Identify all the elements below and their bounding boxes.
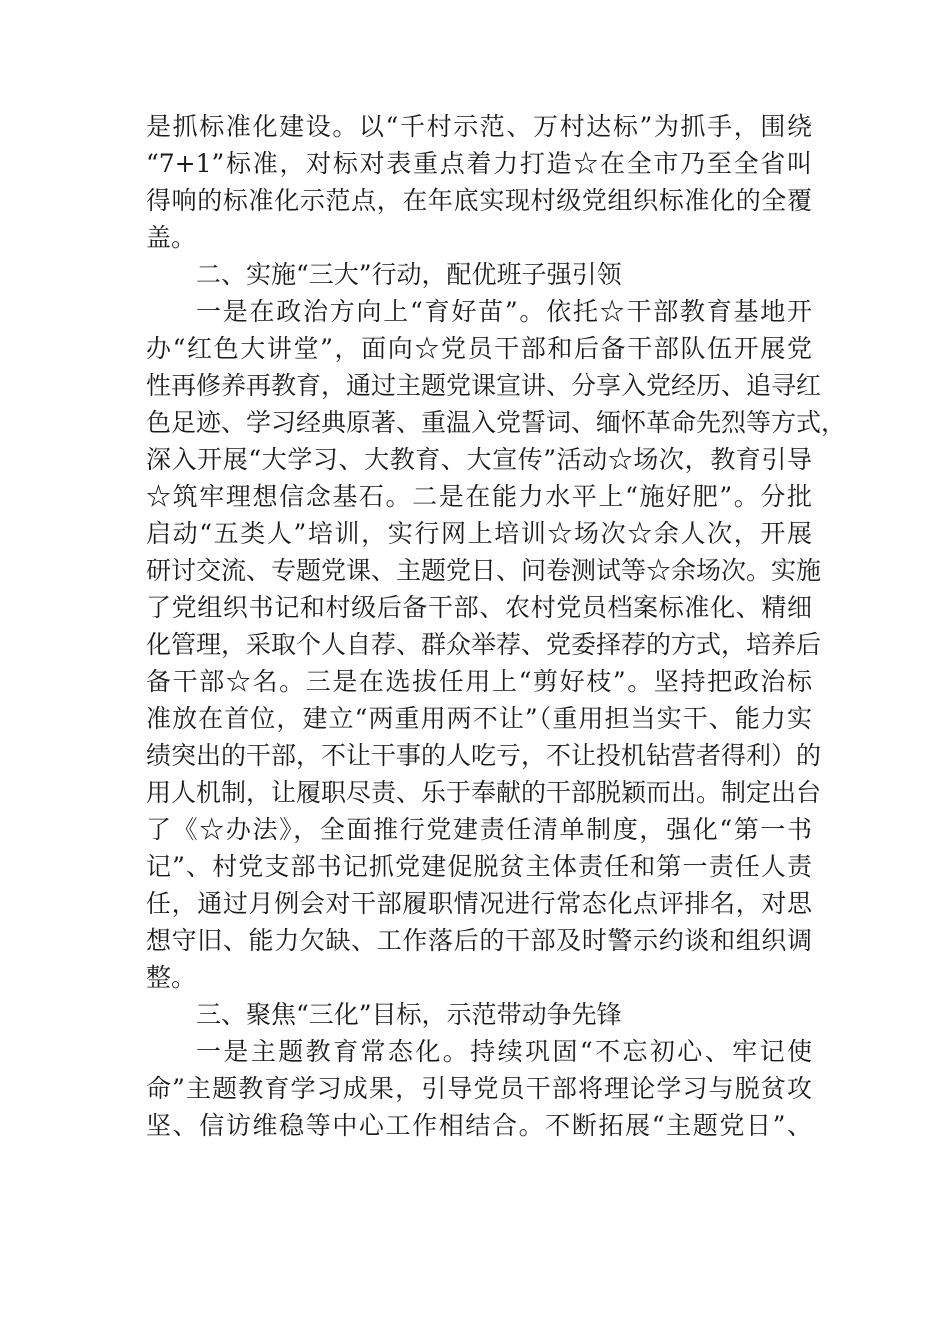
text-line: 化管理，采取个人自荐、群众举荐、党委择荐的方式，培养后 [146,630,822,659]
text-line: 任，通过月例会对干部履职情况进行常态化点评排名，对思 [146,889,812,918]
text-line: 二、实施“三大”行动，配优班子强引领 [196,260,622,289]
text-line: 深入开展“大学习、大教育、大宣传”活动☆场次，教育引导 [146,445,812,474]
text-line: 是抓标准化建设。以“千村示范、万村达标”为抓手，围绕 [146,112,812,141]
text-line: 得响的标准化示范点，在年底实现村级党组织标准化的全覆 [146,186,812,215]
text-line: 色足迹、学习经典原著、重温入党誓词、缅怀革命先烈等方式， [146,408,847,437]
text-line: 用人机制，让履职尽责、乐于奉献的干部脱颖而出。制定出台 [146,778,822,807]
text-line: 准放在首位，建立“两重用两不让”（重用担当实干、能力实 [146,704,812,733]
text-line: 性再修养再教育，通过主题党课宣讲、分享入党经历、追寻红 [146,371,822,400]
text-line: 办“红色大讲堂”，面向☆党员干部和后备干部队伍开展党 [146,334,812,363]
text-line: 备干部☆名。三是在选拔任用上“剪好枝”。坚持把政治标 [146,667,812,696]
text-line: 命”主题教育学习成果，引导党员干部将理论学习与脱贫攻 [146,1074,812,1103]
text-line: 启动“五类人”培训，实行网上培训☆场次☆余人次，开展 [146,519,812,548]
text-line: 三、聚焦“三化”目标，示范带动争先锋 [196,1000,622,1029]
text-line: 绩突出的干部，不让干事的人吃亏，不让投机钻营者得利）的 [146,741,822,770]
text-line: 想守旧、能力欠缺、工作落后的干部及时警示约谈和组织调 [146,926,812,955]
text-line: 研讨交流、专题党课、主题党日、问卷测试等☆余场次。实施 [146,556,822,585]
text-line: 记”、村党支部书记抓党建促脱贫主体责任和第一责任人责 [146,852,812,881]
text-line: 一是主题教育常态化。持续巩固“不忘初心、牢记使 [196,1037,812,1066]
text-line: 了党组织书记和村级后备干部、农村党员档案标准化、精细 [146,593,812,622]
document-body [146,108,847,1144]
text-line: 整。 [146,963,197,992]
text-line: ☆筑牢理想信念基石。二是在能力水平上“施好肥”。分批 [146,482,812,511]
text-line: 了《☆办法》，全面推行党建责任清单制度，强化“第一书 [146,815,812,844]
text-line: 坚、信访维稳等中心工作相结合。不断拓展“主题党日”、 [146,1111,812,1140]
text-line: 一是在政治方向上“育好苗”。依托☆干部教育基地开 [196,297,812,326]
text-line: 盖。 [146,223,197,252]
text-line: “7+1”标准，对标对表重点着力打造☆在全市乃至全省叫 [146,149,812,178]
